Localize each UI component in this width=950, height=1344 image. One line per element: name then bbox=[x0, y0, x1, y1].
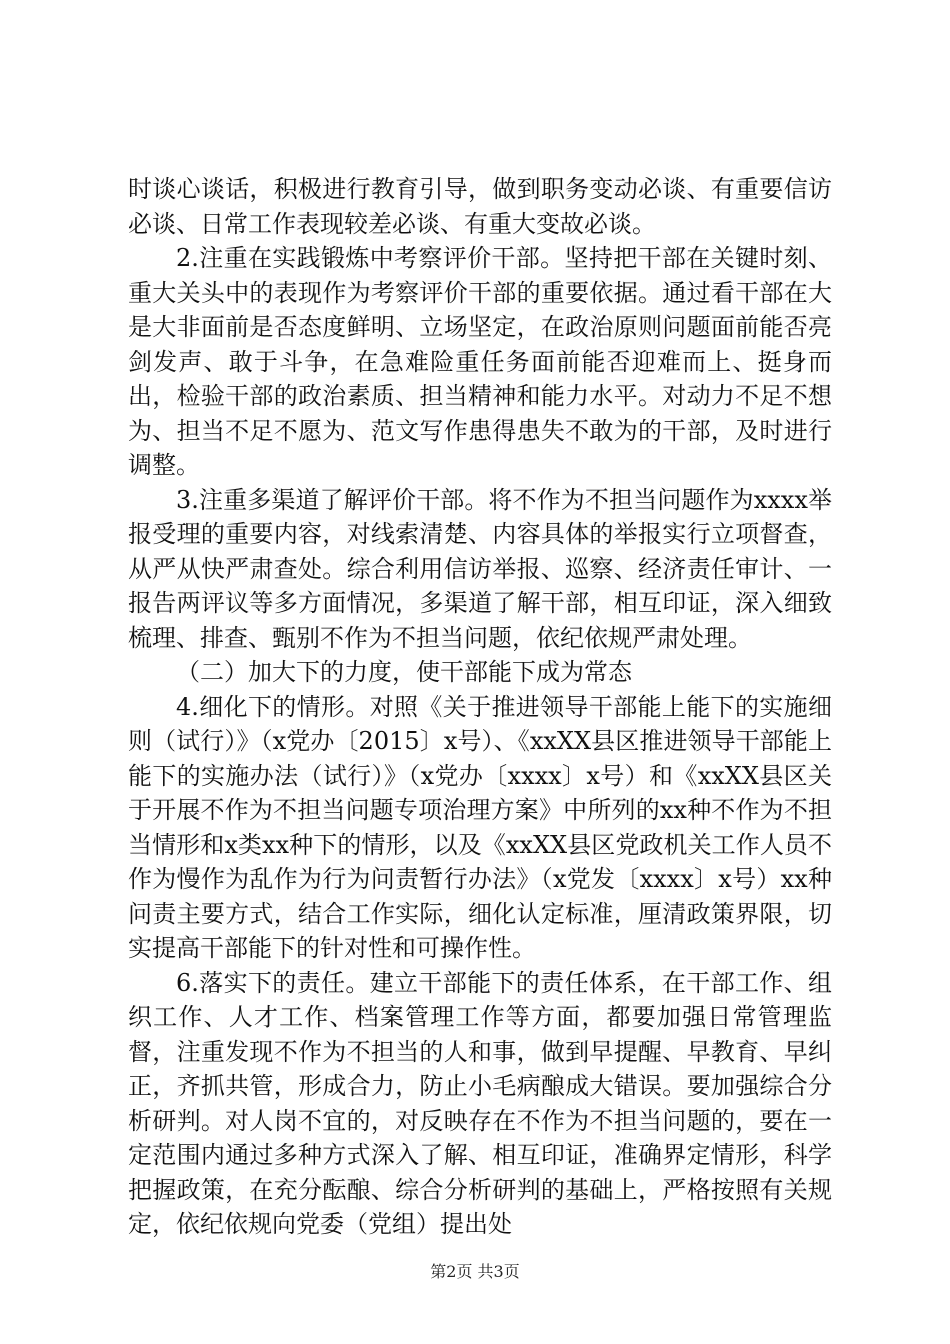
document-body bbox=[128, 172, 832, 1242]
paragraph-item-2: 2.注重在实践锻炼中考察评价干部。坚持把干部在关键时刻、重大关头中的表现作为考察评价干部的重要依据。通过看干部在大是大非面前是否态度鲜明、立场坚定，在政治原则问题面前能否亮剑发声、敢于斗争，在急难险重任务面前能否迎难而上、挺身而出，检验干部的政治素质、担当精神和能力水平。对动力不足不想为、担当不足不愿为、范文写作患得患失不敢为的干部，及时进行调整。 bbox=[128, 244, 832, 479]
paragraph-continuation: 时谈心谈话，积极进行教育引导，做到职务变动必谈、有重要信访必谈、日常工作表现较差必谈、有重大变故必谈。 bbox=[128, 175, 832, 238]
paragraph-item-4: 4.细化下的情形。对照《关于推进领导干部能上能下的实施细则（试行）》（x党办〔2015〕x号）、《xxXX县区推进领导干部能上能下的实施办法（试行）》（x党办〔xxxx〕x号）和《xxXX县区关于开展不作为不担当问题专项治理方案》中所列的xx种不作为不担当情形和x类xx种下的情形，以及《xxXX县区党政机关工作人员不作为慢作为乱作为行为问责暂行办法》（x党发〔xxxx〕x号）xx种问责主要方式，结合工作实际，细化认定标准，厘清政策界限，切实提高干部能下的针对性和可操作性。 bbox=[128, 692, 832, 962]
section-heading: （二）加大下的力度，使干部能下成为常态 bbox=[176, 658, 632, 686]
paragraph-item-6: 6.落实下的责任。建立干部能下的责任体系，在干部工作、组织工作、人才工作、档案管理工作等方面，都要加强日常管理监督，注重发现不作为不担当的人和事，做到早提醒、早教育、早纠正，齐抓共管，形成合力，防止小毛病酿成大错误。要加强综合分析研判。对人岗不宜的，对反映存在不作为不担当问题的，要在一定范围内通过多种方式深入了解、相互印证，准确界定情形，科学把握政策，在充分酝酿、综合分析研判的基础上，严格按照有关规定，依纪依规向党委（党组）提出处 bbox=[128, 968, 832, 1238]
paragraph-item-3: 3.注重多渠道了解评价干部。将不作为不担当问题作为xxxx举报受理的重要内容，对线索清楚、内容具体的举报实行立项督查，从严从快严肃查处。综合利用信访举报、巡察、经济责任审计、一报告两评议等多方面情况，多渠道了解干部，相互印证，深入细致梳理、排查、甄别不作为不担当问题，依纪依规严肃处理。 bbox=[128, 485, 832, 652]
page-number-footer: 第2页 共3页 bbox=[430, 1262, 520, 1281]
